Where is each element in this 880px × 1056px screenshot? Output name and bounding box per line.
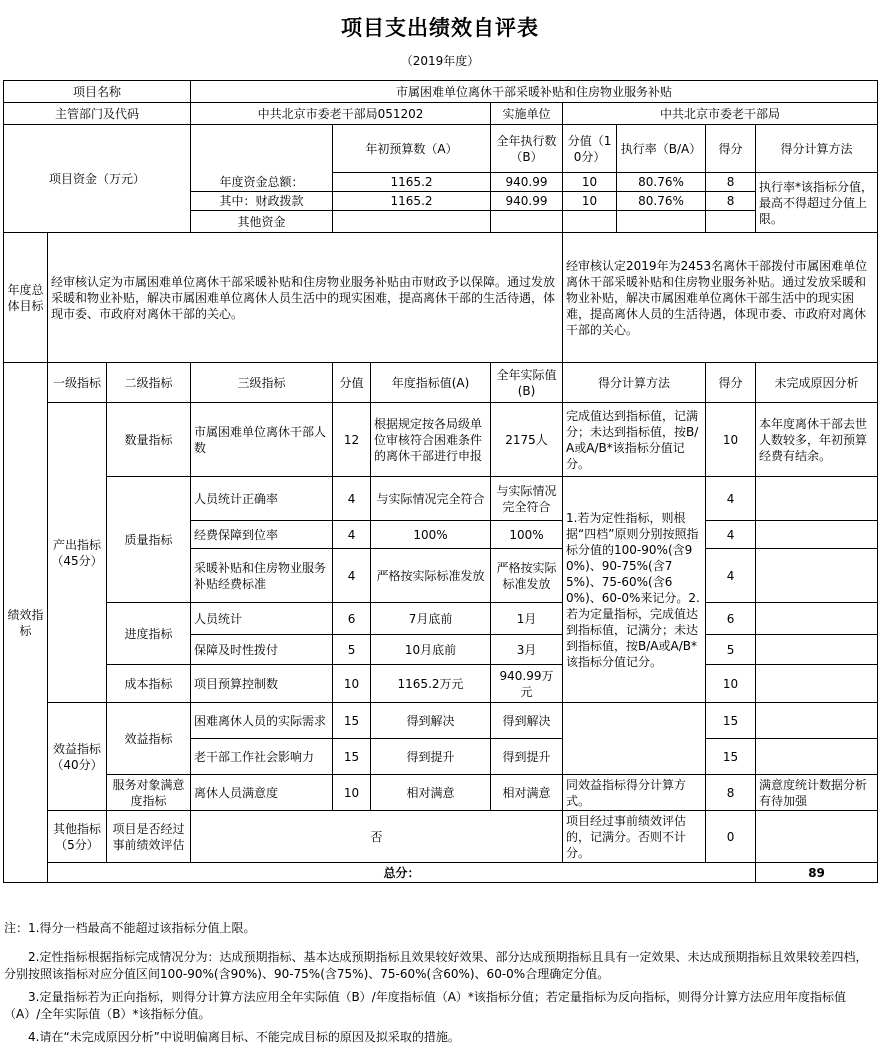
target-cell: 得到解决 — [371, 703, 491, 739]
score-cell: 8 — [706, 775, 756, 811]
benefit-row — [4, 703, 878, 739]
value-cell: 15 — [333, 739, 371, 775]
other-value: 否 — [191, 811, 563, 863]
note-item: 2.定性指标根据指标完成情况分为：达成预期指标、基本达成预期指标且效果较好效果、部分达成预期指标且具有一定效果、未达成预期指标且效果较差四档，分别按照该指标对应分值区间100-90%(含90%)、90-75%(含75%)、75-60%(含60%)、60-0%合理确定分值。 — [4, 950, 868, 981]
perf-header: 得分计算方法 — [563, 363, 706, 403]
progress-row — [4, 603, 878, 635]
l3-cell: 老干部工作社会影响力 — [191, 739, 333, 775]
value-cell: 12 — [333, 403, 371, 477]
reason-cell — [756, 665, 878, 703]
reason-cell — [756, 477, 878, 521]
score-cell: 15 — [706, 739, 756, 775]
evaluation-table — [3, 80, 878, 883]
l3-cell: 人员统计正确率 — [191, 477, 333, 521]
impl-label: 实施单位 — [491, 103, 563, 125]
score-cell: 10 — [706, 403, 756, 477]
reason-cell: 本年度离休干部去世人数较多，年初预算经费有结余。 — [756, 403, 878, 477]
year-label: （2019年度） — [400, 54, 480, 68]
impl-value: 中共北京市委老干部局 — [563, 103, 878, 125]
target-cell: 与实际情况完全符合 — [371, 477, 491, 521]
page-title: 项目支出绩效自评表 — [341, 16, 539, 40]
funds-rate: 80.76% — [617, 173, 706, 192]
value-cell: 6 — [333, 603, 371, 635]
funds-score: 8 — [706, 192, 756, 211]
funds-corner — [191, 125, 333, 173]
perf-header: 全年实际值(B) — [491, 363, 563, 403]
total-row — [4, 863, 878, 883]
funds-header: 执行率（B/A） — [617, 125, 706, 173]
dept-label: 主管部门及代码 — [4, 103, 191, 125]
method-cell: 完成值达到指标值，记满分；未达到指标值，按B/A或A/B*该指标分值记分。 — [563, 403, 706, 477]
goal-actual: 经审核认定2019年为2453名离休干部拨付市属困难单位离休干部采暖补贴和住房物业服务补贴。通过发放采暖和物业补贴，解决市属困难单位离休干部生活中的现实困难，提高离休人员的生活待遇，体现市委、市政府对离休干部的关心。 — [563, 233, 878, 363]
funds-a: 1165.2 — [333, 173, 491, 192]
perf-header: 未完成原因分析 — [756, 363, 878, 403]
actual-cell: 100% — [491, 521, 563, 549]
funds-header: 全年执行数（B） — [491, 125, 563, 173]
target-cell: 10月底前 — [371, 635, 491, 665]
quantity-row — [4, 403, 878, 477]
target-cell: 得到提升 — [371, 739, 491, 775]
perf-header-row — [4, 363, 878, 403]
dept-row — [4, 103, 878, 125]
funds-b: 940.99 — [491, 192, 563, 211]
score-cell: 4 — [706, 521, 756, 549]
total-label: 总分： — [48, 863, 756, 883]
target-cell: 7月底前 — [371, 603, 491, 635]
perf-header: 年度指标值(A) — [371, 363, 491, 403]
funds-b — [491, 211, 563, 233]
method-cell: 同效益指标得分计算方式。 — [563, 775, 706, 811]
funds-score-value — [563, 211, 617, 233]
other-row — [4, 811, 878, 863]
l3-cell: 困难离休人员的实际需求 — [191, 703, 333, 739]
l2-satisfaction: 服务对象满意度指标 — [107, 775, 191, 811]
actual-cell: 严格按实际标准发放 — [491, 549, 563, 603]
reason-cell — [756, 739, 878, 775]
funds-header: 分值（10分） — [563, 125, 617, 173]
funds-rate: 80.76% — [617, 192, 706, 211]
target-cell: 严格按实际标准发放 — [371, 549, 491, 603]
dept-value: 中共北京市委老干部局051202 — [191, 103, 491, 125]
funds-rate — [617, 211, 706, 233]
l2-progress: 进度指标 — [107, 603, 191, 665]
perf-header: 分值 — [333, 363, 371, 403]
funds-score — [706, 211, 756, 233]
funds-a: 1165.2 — [333, 192, 491, 211]
actual-cell: 得到提升 — [491, 739, 563, 775]
perf-label: 绩效指标 — [4, 363, 48, 883]
value-cell: 4 — [333, 549, 371, 603]
l2-benefit: 效益指标 — [107, 703, 191, 775]
actual-cell: 得到解决 — [491, 703, 563, 739]
funds-b: 940.99 — [491, 173, 563, 192]
perf-header: 二级指标 — [107, 363, 191, 403]
value-cell: 10 — [333, 775, 371, 811]
funds-header: 得分 — [706, 125, 756, 173]
reason-cell — [756, 549, 878, 603]
reason-cell — [756, 703, 878, 739]
reason-cell: 满意度统计数据分析有待加强 — [756, 775, 878, 811]
actual-cell: 3月 — [491, 635, 563, 665]
l3-cell: 经费保障到位率 — [191, 521, 333, 549]
funds-a — [333, 211, 491, 233]
score-cell: 4 — [706, 477, 756, 521]
benefit-label: 效益指标（40分） — [48, 703, 107, 811]
l2-other: 项目是否经过事前绩效评估 — [107, 811, 191, 863]
goal-label: 年度总体目标 — [4, 233, 48, 363]
big-method-cell: 1.若为定性指标，则根据“四档”原则分别按照指标分值的100-90%(含90%)、90-75%(含75%)、75-60%(含60%)、60-0%来记分。2.若为定量指标，完成值达到指标值，记满分；未达到指标值，按B/A或A/B*该指标分值记分。 — [563, 477, 706, 703]
perf-header: 得分 — [706, 363, 756, 403]
funds-header-row — [4, 125, 878, 173]
note-item: 3.定量指标若为正向指标，则得分计算方法应用全年实际值（B）/年度指标值（A）*该指标分值；若定量指标为反向指标，则得分计算方法应用年度指标值（A）/全年实际值（B）*该指标分值。 — [4, 990, 846, 1021]
method-cell — [563, 703, 706, 775]
total-score: 89 — [756, 863, 878, 883]
funds-header: 年初预算数（A） — [333, 125, 491, 173]
score-cell: 6 — [706, 603, 756, 635]
project-row — [4, 81, 878, 103]
l3-cell: 采暖补贴和住房物业服务补贴经费标准 — [191, 549, 333, 603]
score-cell: 5 — [706, 635, 756, 665]
perf-header: 一级指标 — [48, 363, 107, 403]
l2-cost: 成本指标 — [107, 665, 191, 703]
score-cell: 15 — [706, 703, 756, 739]
notes — [4, 920, 876, 1052]
funds-method: 执行率*该指标分值，最高不得超过分值上限。 — [756, 173, 878, 233]
value-cell: 10 — [333, 665, 371, 703]
actual-cell: 940.99万元 — [491, 665, 563, 703]
reason-cell — [756, 521, 878, 549]
cost-row — [4, 665, 878, 703]
funds-row-name: 年度资金总额： — [191, 173, 333, 192]
value-cell: 4 — [333, 521, 371, 549]
target-cell: 相对满意 — [371, 775, 491, 811]
note-item: 4.请在“未完成原因分析”中说明偏离目标、不能完成目标的原因及拟采取的措施。 — [28, 1030, 460, 1044]
value-cell: 5 — [333, 635, 371, 665]
funds-score-value: 10 — [563, 173, 617, 192]
output-label: 产出指标（45分） — [48, 403, 107, 703]
target-cell: 100% — [371, 521, 491, 549]
note-item: 注：1.得分一档最高不能超过该指标分值上限。 — [4, 921, 256, 935]
project-value: 市属困难单位离休干部采暖补贴和住房物业服务补贴 — [191, 81, 878, 103]
other-label: 其他指标（5分） — [48, 811, 107, 863]
funds-row-name: 其中：财政拨款 — [191, 192, 333, 211]
target-cell: 根据规定按各局级单位审核符合困难条件的离休干部进行申报 — [371, 403, 491, 477]
reason-cell — [756, 811, 878, 863]
actual-cell: 相对满意 — [491, 775, 563, 811]
value-cell: 15 — [333, 703, 371, 739]
funds-row-name: 其他资金 — [191, 211, 333, 233]
l3-cell: 市属困难单位离休干部人数 — [191, 403, 333, 477]
goal-row — [4, 233, 878, 363]
l3-cell: 保障及时性拨付 — [191, 635, 333, 665]
l2-quality: 质量指标 — [107, 477, 191, 603]
reason-cell — [756, 635, 878, 665]
goal-plan: 经审核认定为市属困难单位离休干部采暖补贴和住房物业服务补贴由市财政予以保障。通过发放采暖和物业补贴，解决市属困难单位离休人员生活中的现实困难，提高离休干部的生活待遇，体现市委、市政府对离休干部的关心。 — [48, 233, 563, 363]
project-label: 项目名称 — [4, 81, 191, 103]
perf-header: 三级指标 — [191, 363, 333, 403]
quality-row — [4, 477, 878, 521]
l2-quantity: 数量指标 — [107, 403, 191, 477]
funds-label: 项目资金（万元） — [4, 125, 191, 233]
funds-score: 8 — [706, 173, 756, 192]
actual-cell: 2175人 — [491, 403, 563, 477]
score-cell: 10 — [706, 665, 756, 703]
method-cell: 项目经过事前绩效评估的，记满分。否则不计分。 — [563, 811, 706, 863]
score-cell: 4 — [706, 549, 756, 603]
score-cell: 0 — [706, 811, 756, 863]
actual-cell: 与实际情况完全符合 — [491, 477, 563, 521]
funds-score-value: 10 — [563, 192, 617, 211]
target-cell: 1165.2万元 — [371, 665, 491, 703]
l3-cell: 项目预算控制数 — [191, 665, 333, 703]
funds-header: 得分计算方法 — [756, 125, 878, 173]
l3-cell: 离休人员满意度 — [191, 775, 333, 811]
l3-cell: 人员统计 — [191, 603, 333, 635]
reason-cell — [756, 603, 878, 635]
value-cell: 4 — [333, 477, 371, 521]
satisfaction-row — [4, 775, 878, 811]
actual-cell: 1月 — [491, 603, 563, 635]
